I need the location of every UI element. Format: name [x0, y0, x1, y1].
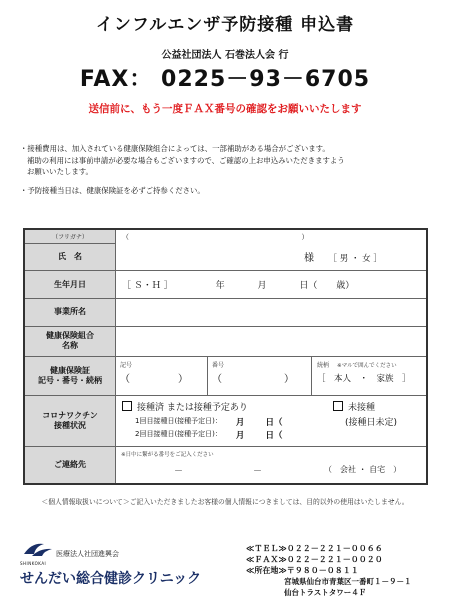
clinic-logo-icon: [22, 540, 54, 562]
company-label: 事業所名: [24, 298, 116, 326]
furigana-field[interactable]: （ ）: [116, 229, 428, 243]
contact-field[interactable]: ※日中に繋がる番号をご記入ください － － （ 会社 ・ 自宅 ）: [116, 446, 428, 484]
card-label: 健康保険証 記号・番号・続柄: [24, 356, 116, 395]
vaccinated-checkbox[interactable]: [122, 401, 132, 411]
furigana-label: （フリガナ）: [24, 229, 116, 243]
dose2-row[interactable]: 2回目接種日(接種予定日)： 月 日（: [135, 429, 283, 441]
relation-field[interactable]: 続柄 ※マルで囲んでください ［ 本人 ・ 家族 ］: [317, 361, 411, 384]
insurer-field[interactable]: [116, 326, 428, 356]
contact-label: ご連絡先: [24, 446, 116, 484]
birth-label: 生年月日: [24, 270, 116, 298]
card-number-field[interactable]: 番号 （ ）: [208, 357, 312, 395]
clinic-fax: ≪ＦＡＸ≫０２２－２２１－００２０: [246, 555, 383, 564]
card-symbol-field[interactable]: 記号 （ ）: [116, 357, 208, 395]
fax-warning: 送信前に、もう一度ＦＡＸ番号の確認をお願いいたします: [88, 103, 362, 115]
gender-select[interactable]: ［ 男 ・ 女 ］: [328, 253, 382, 264]
name-label: 氏 名: [24, 243, 116, 270]
not-scheduled-label: (接種日未定): [345, 417, 398, 428]
name-field[interactable]: 様 ［ 男 ・ 女 ］: [116, 243, 428, 270]
vaccinated-label: 接種済 または接種予定あり: [137, 402, 248, 413]
era-select[interactable]: ［ Ｓ・Ｈ ］: [122, 280, 173, 291]
clinic-name: せんだい総合健診クリニック: [20, 571, 202, 587]
not-vaccinated-checkbox[interactable]: [333, 401, 343, 411]
insurer-label: 健康保険組合 名称: [24, 326, 116, 356]
fax-number: FAX： 0225－93－6705: [79, 67, 371, 92]
recipient-org: 公益社団法人 石巻法人会 行: [161, 50, 289, 61]
privacy-notice: ＜個人情報取扱いについて＞ご記入いただきましたお客様の個人情報につきましては、目的以外の使用はいたしません。: [41, 498, 409, 506]
notes: [20, 143, 440, 196]
dose1-row[interactable]: 1回目接種日(接種予定日)： 月 日（: [135, 416, 283, 428]
clinic-address-1: 宮城県仙台市青葉区一番町１－９－１: [284, 577, 412, 586]
form-title: インフルエンザ予防接種 申込書: [95, 15, 355, 35]
clinic-contact: [246, 543, 412, 598]
note-subsidy-3: お願いいたします。: [27, 167, 93, 176]
covid-label: コロナワクチン 接種状況: [24, 395, 116, 446]
clinic-address-2: 仙台トラストタワー４Ｆ: [284, 588, 367, 597]
not-vaccinated-label: 未接種: [348, 402, 376, 413]
note-subsidy-2: 補助の利用には事前申請が必要な場合もございますので、ご確認の上お申込みいただきますよう: [27, 155, 345, 165]
contact-type-select[interactable]: （ 会社 ・ 自宅 ）: [324, 464, 402, 474]
corp-name-en: SHINKOKAI: [20, 561, 47, 566]
clinic-tel: ≪ＴＥＬ≫０２２－２２１－００６６: [246, 544, 383, 553]
note-insurance-card: ・予防接種当日は、健康保険証を必ずご持参ください。: [20, 185, 205, 195]
corp-name: 医療法人社団進興会: [56, 550, 119, 558]
birthdate-field[interactable]: ［ Ｓ・Ｈ ］ 年 月 日（ 歳）: [116, 270, 428, 298]
application-form: [23, 228, 428, 485]
note-subsidy: ・接種費用は、加入されている健康保険組合によっては、一部補助がある場合がございます。: [20, 144, 330, 153]
company-field[interactable]: [116, 298, 428, 326]
clinic-zip: ≪所在地≫〒９８０－０８１１: [246, 566, 359, 575]
